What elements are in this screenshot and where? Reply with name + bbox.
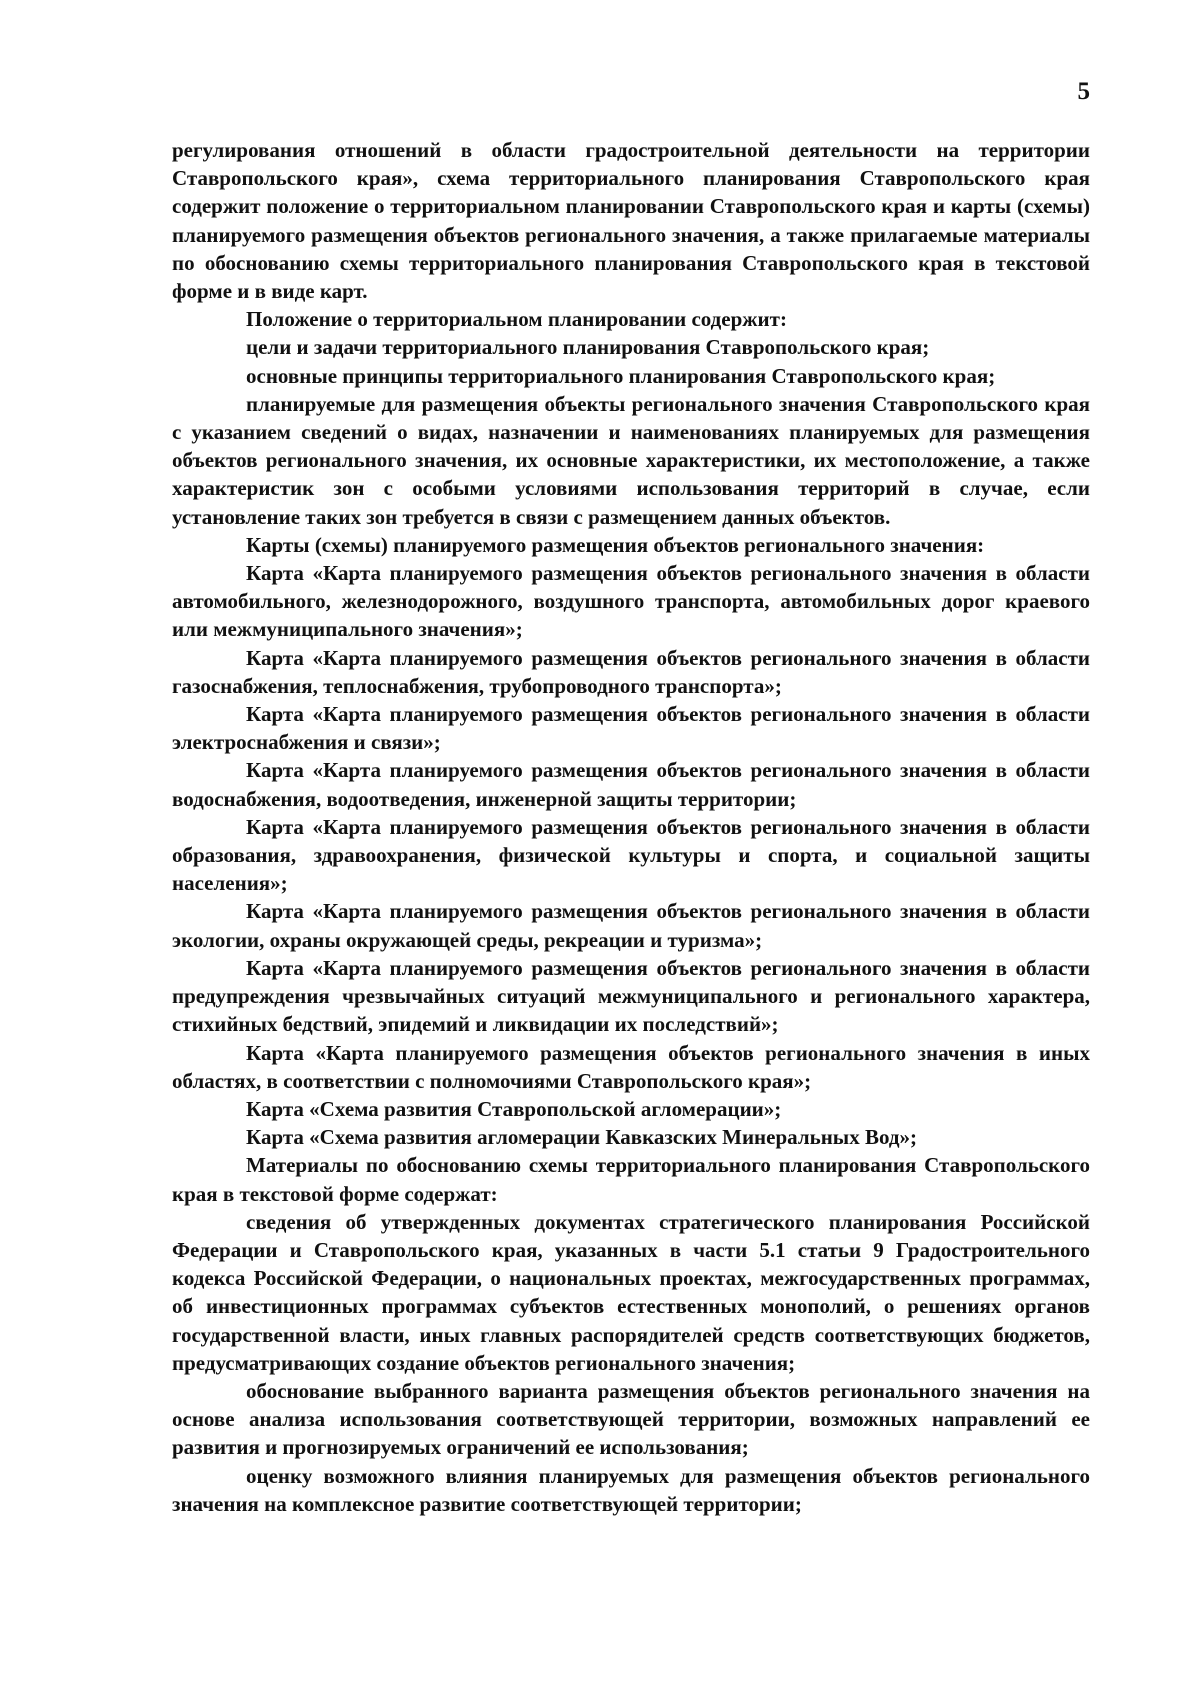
- list-item-principles: основные принципы территориального планирования Ставропольского края;: [246, 363, 996, 388]
- map-item-emergency: Карта «Карта планируемого размещения объектов регионального значения в области предупреждения чрезвычайных ситуаций межмуниципального и регионального характера, стихийных бедствий, эпидемий и ликвидации их последствий»;: [172, 955, 1090, 1037]
- map-item-social: Карта «Карта планируемого размещения объектов регионального значения в области образования, здравоохранения, физической культуры и спорта, и социальной защиты населения»;: [172, 814, 1090, 896]
- map-item-gas-heat: Карта «Карта планируемого размещения объектов регионального значения в области газоснабжения, теплоснабжения, трубопроводного транспорта»;: [172, 645, 1090, 698]
- materials-item-documents: сведения об утвержденных документах стратегического планирования Российской Федерации и Ставропольского края, указанных в части 5.1 статьи 9 Градостроительного кодекса Российской Федерации, о национальных проектах, межгосударственных программах, об инвестиционных программах субъектов естественных монополий, о решениях органов государственной власти, иных главных распорядителей средств соответствующих бюджетов, предусматривающих создание объектов регионального значения;: [172, 1209, 1090, 1375]
- map-item-other: Карта «Карта планируемого размещения объектов регионального значения в иных областях, в соответствии с полномочиями Ставропольского края»;: [172, 1040, 1090, 1093]
- page-number: 5: [1077, 78, 1090, 105]
- paragraph-maps-intro: Карты (схемы) планируемого размещения объектов регионального значения:: [246, 532, 985, 557]
- list-item-goals: цели и задачи территориального планирования Ставропольского края;: [246, 335, 930, 360]
- map-item-ecology: Карта «Карта планируемого размещения объектов регионального значения в области экологии, охраны окружающей среды, рекреации и туризма»;: [172, 899, 1090, 952]
- paragraph-position-intro: Положение о территориальном планировании содержит:: [246, 307, 787, 332]
- map-item-electricity: Карта «Карта планируемого размещения объектов регионального значения в области электроснабжения и связи»;: [172, 702, 1090, 755]
- materials-item-justification: обоснование выбранного варианта размещения объектов регионального значения на основе анализа использования соответствующей территории, возможных направлений ее развития и прогнозируемых ограничений ее использования;: [172, 1378, 1090, 1460]
- map-item-water: Карта «Карта планируемого размещения объектов регионального значения в области водоснабжения, водоотведения, инженерной защиты территории;: [172, 758, 1090, 811]
- list-item-planned-objects: планируемые для размещения объекты регионального значения Ставропольского края с указанием сведений о видах, назначении и наименованиях планируемых для размещения объектов регионального значения, их основные характеристики, их местоположение, а также характеристик зон с особыми условиями использования территорий в случае, если установление таких зон требуется в связи с размещением данных объектов.: [172, 391, 1090, 529]
- map-item-transport: Карта «Карта планируемого размещения объектов регионального значения в области автомобильного, железнодорожного, воздушного транспорта, автомобильных дорог краевого или межмуниципального значения»;: [172, 561, 1090, 642]
- paragraph-materials-intro: Материалы по обоснованию схемы территориального планирования Ставропольского края в текстовой форме содержат:: [172, 1153, 1090, 1206]
- document-body: [172, 136, 1090, 1518]
- paragraph-continuation: регулирования отношений в области градостроительной деятельности на территории Ставропольского края», схема территориального планирования Ставропольского края содержит положение о территориальном планировании Ставропольского края и карты (схемы) планируемого размещения объектов регионального значения, а также прилагаемые материалы по обоснованию схемы территориального планирования Ставропольского края в текстовой форме и в виде карт.: [172, 138, 1090, 304]
- map-item-kmv-agglomeration: Карта «Схема развития агломерации Кавказских Минеральных Вод»;: [246, 1125, 917, 1150]
- map-item-stavropol-agglomeration: Карта «Схема развития Ставропольской агломерации»;: [246, 1096, 782, 1121]
- materials-item-assessment: оценку возможного влияния планируемых для размещения объектов регионального значения на комплексное развитие соответствующей территории;: [172, 1463, 1090, 1516]
